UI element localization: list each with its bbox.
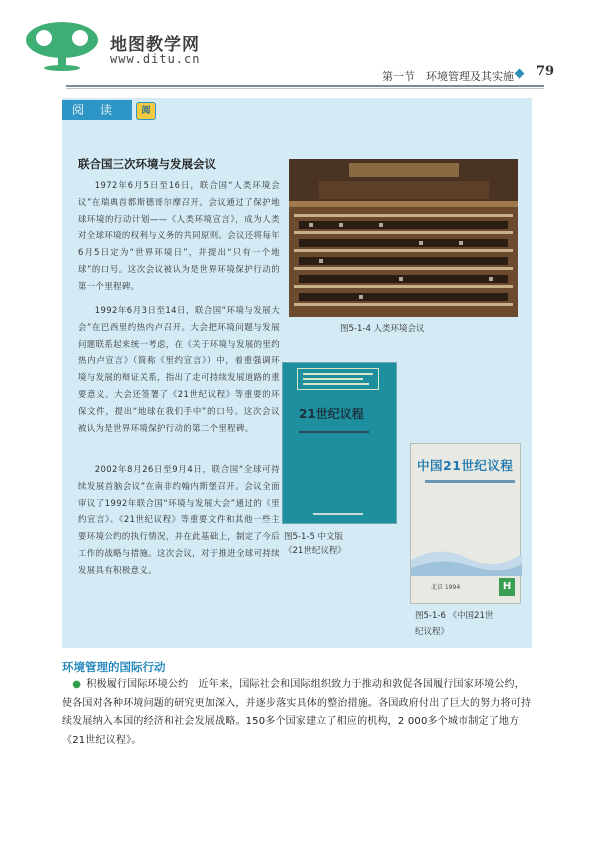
book2-publisher-logo: H [499,578,515,596]
bullet-lead: 积极履行国际环境公约 [86,679,189,690]
china-agenda21-book-cover [410,443,521,604]
diamond-icon [515,69,525,79]
book2-wave-graphic [411,540,522,576]
article-paragraph-1992: 1992年6月3日至14日，联合国“环境与发展大会”在巴西里约热内卢召开。大会把环境问题与发展问题联系起来统一考虑，在《关于环境与发展的里约热内卢宣言》（简称《里约宣言》）中，着重强调环境与发展的辩证关系，指出了走可持续发展道路的重要意义。大会还签署了《21世纪议程》等重要的环保文件，提出“地球在我们手中”的口号。这次会议被认为是世界环境保护行动的第二个里程碑。 [78,305,280,433]
reading-label: 阅 读 [62,100,132,120]
book2-subtitle-line [425,480,515,483]
bullet-icon: ● [72,679,82,690]
article-paragraph-1972: 1972年6月5日至16日，联合国“人类环境会议”在瑞典首都斯德哥尔摩召开。会议通过了保护地球环境的行动计划——《人类环境宣言》，成为人类对全球环境的权利与义务的共同原则。会议还将每年6月5日定为“世界环境日”，并提出“只有一个地球”的口号。这次会议被认为是世界环境保护行动的第一个里程碑。 [78,180,280,291]
book1-subtitle-line [299,431,369,433]
book2-year: 北京 1994 [431,584,461,591]
agenda21-book-cover [282,362,397,524]
header-divider [66,85,544,87]
reading-badge-icon: 阅 [136,102,156,120]
article-title: 联合国三次环境与发展会议 [78,157,216,171]
book2-title: 中国21世纪议程 [417,458,514,473]
article-paragraph-2002: 2002年8月26日至9月4日，联合国“全球可持续发展首脑会议”在南非约翰内斯堡召开。会议全面审议了1992年联合国“环境与发展大会”通过的《里约宣言》、《21世纪议程》等重要文件和其他一些主要环境公约的执行情况，并在此基础上，制定了今后工作的战略与措施。这次会议，对于推进全球可持续发展具有积极意义。 [78,464,280,575]
header-divider-thin [66,88,544,89]
caption-fig-5-1-6-line1: 图5-1-6 《中国21世 [415,611,494,621]
section-title: 第一节 环境管理及其实施 [382,70,514,83]
section-heading: 环境管理的国际行动 [62,660,166,674]
body-text: 近年来，国际社会和国际组织致力于推动和敦促各国履行国家环境公约，使各国对各种环境问题的研究更加深入，并逐步落实具体的整治措施。各国政府付出了巨大的努力将可持续发展纳入本国的经济和社会发展战略。150多个国家建立了相应的机构，2 000多个城市制定了地方《21世纪议程》。 [62,679,532,746]
book1-title: 21世纪议程 [299,407,364,421]
page-number: 79 [536,64,555,79]
caption-fig-5-1-6 [415,608,493,640]
caption-fig-5-1-4: 图5-1-4 人类环境会议 [340,324,425,334]
site-logo [22,18,106,72]
caption-fig-5-1-5-line1: 图5-1-5 中文版 [284,532,344,542]
body-paragraph [62,676,532,750]
book1-publisher-line [313,513,363,515]
site-url[interactable]: www.ditu.cn [110,52,201,66]
site-name: 地图教学网 [110,35,200,55]
conference-photo [289,159,518,317]
caption-fig-5-1-5 [284,530,346,558]
caption-fig-5-1-5-line2: 《21世纪议程》 [284,546,346,556]
caption-fig-5-1-6-line2: 纪议程》 [415,627,450,637]
